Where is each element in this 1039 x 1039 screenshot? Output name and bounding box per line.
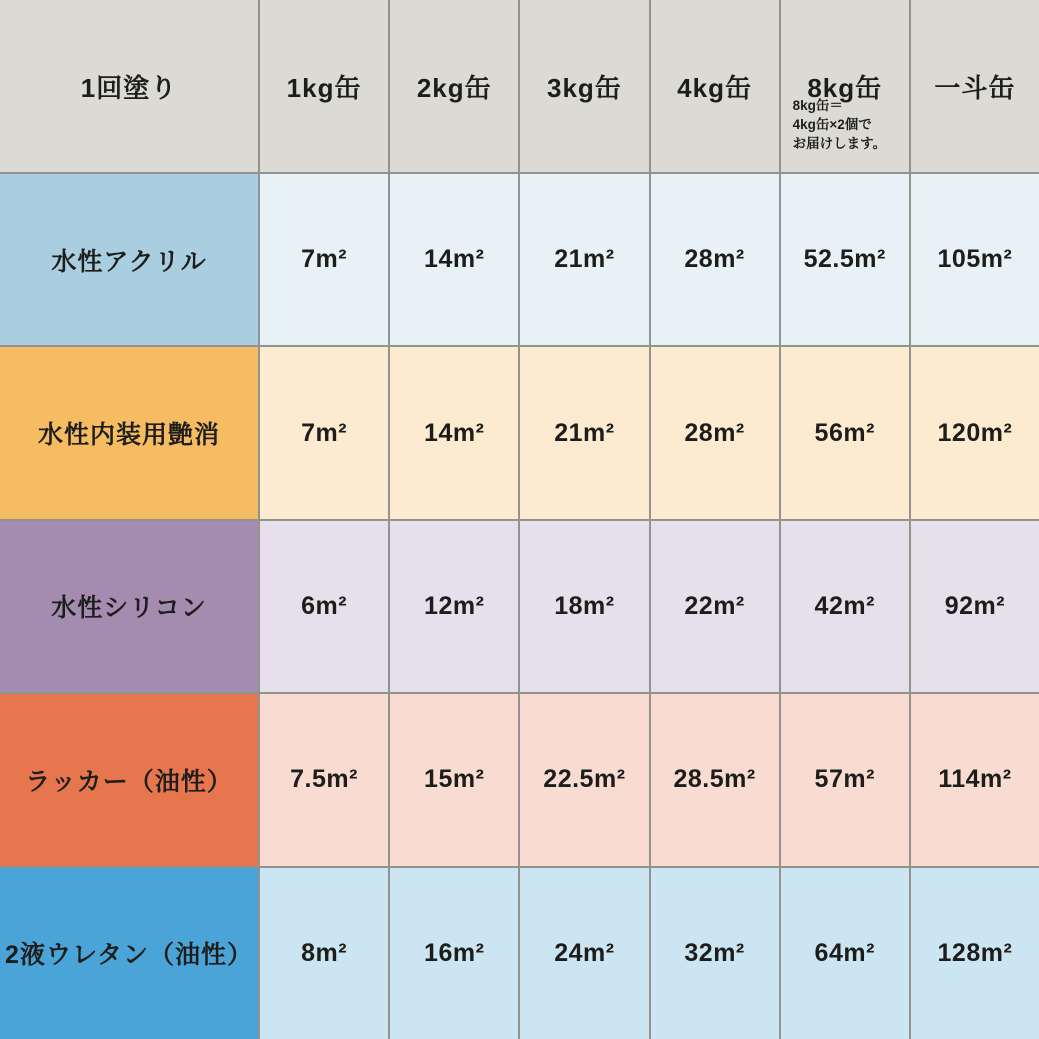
value-number: 57 <box>814 765 844 794</box>
value-number: 7 <box>301 418 316 447</box>
value-unit: m² <box>973 591 1006 620</box>
value-unit: m² <box>854 245 886 274</box>
row-label-text: 水性内装用艶消 <box>37 421 220 450</box>
value-cell <box>781 174 909 345</box>
value-number: 32 <box>684 938 714 967</box>
value-number: 14 <box>424 245 453 274</box>
value-cell <box>520 521 648 692</box>
note-line: 4kg缶×2個で <box>792 117 872 133</box>
value-unit: m² <box>593 765 626 794</box>
value-cell <box>390 347 518 518</box>
value-number: 22 <box>684 591 714 620</box>
col-header-8kg <box>781 0 909 172</box>
value-unit: m² <box>843 418 875 447</box>
value-unit: m² <box>315 938 348 967</box>
value-number: 42 <box>814 591 844 620</box>
value-cell <box>911 521 1039 692</box>
value-number: 24 <box>554 938 584 967</box>
value-cell <box>911 174 1039 345</box>
value-number: 16 <box>424 938 453 967</box>
value-number: 14 <box>424 418 453 447</box>
value-unit: m² <box>315 418 348 447</box>
value-cell <box>390 174 518 345</box>
col-header-2kg <box>390 0 518 172</box>
value-cell <box>390 521 518 692</box>
value-unit: m² <box>452 418 485 447</box>
row-label-water-acrylic <box>0 174 258 345</box>
col-header-label: 4kg缶 <box>677 72 752 103</box>
value-number: 52.5 <box>803 245 855 274</box>
value-number: 28 <box>684 245 714 274</box>
value-cell <box>390 694 518 865</box>
value-cell <box>520 174 648 345</box>
note-line: 8kg缶＝ <box>792 98 843 114</box>
value-cell <box>781 868 909 1039</box>
value-unit: m² <box>583 591 615 620</box>
value-unit: m² <box>583 938 615 967</box>
value-unit: m² <box>843 765 875 794</box>
value-cell <box>651 174 779 345</box>
value-cell <box>651 521 779 692</box>
value-unit: m² <box>452 245 485 274</box>
value-unit: m² <box>713 418 745 447</box>
value-number: 21 <box>554 418 584 447</box>
col-header-label: 1kg缶 <box>286 72 362 103</box>
value-number: 22.5 <box>543 765 594 794</box>
value-unit: m² <box>452 591 485 620</box>
value-cell <box>260 347 388 518</box>
value-unit: m² <box>326 765 358 794</box>
value-number: 6 <box>301 591 316 620</box>
value-unit: m² <box>980 418 1013 447</box>
value-number: 15 <box>424 765 453 794</box>
value-cell <box>651 868 779 1039</box>
row-label-text: 水性シリコン <box>51 594 207 623</box>
value-number: 64 <box>814 938 844 967</box>
value-number: 12 <box>424 591 453 620</box>
value-unit: m² <box>843 938 875 967</box>
value-number: 7.5 <box>290 765 327 794</box>
value-unit: m² <box>583 245 615 274</box>
value-unit: m² <box>713 938 745 967</box>
col-header-itto <box>911 0 1039 172</box>
value-cell <box>260 694 388 865</box>
value-number: 120 <box>937 418 981 447</box>
value-unit: m² <box>724 765 756 794</box>
value-number: 128 <box>937 938 981 967</box>
value-cell <box>651 694 779 865</box>
corner-header-cell <box>0 0 258 172</box>
value-cell <box>260 868 388 1039</box>
value-unit: m² <box>980 245 1013 274</box>
value-cell <box>260 521 388 692</box>
row-label-urethane-oil <box>0 868 258 1039</box>
corner-header-label: 1回塗り <box>80 72 178 103</box>
col-header-label: 一斗缶 <box>934 72 1016 103</box>
row-label-text: 水性アクリル <box>51 247 207 276</box>
value-unit: m² <box>843 591 875 620</box>
value-cell <box>520 868 648 1039</box>
value-cell <box>781 521 909 692</box>
row-label-lacquer-oil <box>0 694 258 865</box>
value-number: 92 <box>944 591 974 620</box>
value-unit: m² <box>980 938 1013 967</box>
value-cell <box>781 694 909 865</box>
value-number: 8 <box>301 938 316 967</box>
value-cell <box>520 694 648 865</box>
value-cell <box>781 347 909 518</box>
col-header-4kg <box>651 0 779 172</box>
value-unit: m² <box>713 245 745 274</box>
note-line: お届けします。 <box>792 136 887 152</box>
value-cell <box>390 868 518 1039</box>
row-label-water-silicone <box>0 521 258 692</box>
value-number: 18 <box>554 591 584 620</box>
value-unit: m² <box>315 245 348 274</box>
col-header-1kg <box>260 0 388 172</box>
value-cell <box>651 347 779 518</box>
col-header-label: 8kg缶 <box>807 72 883 103</box>
value-unit: m² <box>452 938 485 967</box>
value-unit: m² <box>315 591 348 620</box>
value-number: 114 <box>938 765 981 794</box>
value-unit: m² <box>713 591 745 620</box>
value-number: 21 <box>554 245 584 274</box>
value-unit: m² <box>452 765 485 794</box>
col-header-label: 3kg缶 <box>547 72 622 103</box>
note-8kg <box>793 97 886 154</box>
value-number: 28 <box>684 418 714 447</box>
value-cell <box>260 174 388 345</box>
row-label-text: ラッカー（油性） <box>25 767 233 796</box>
col-header-3kg <box>520 0 648 172</box>
value-cell <box>911 868 1039 1039</box>
value-number: 56 <box>814 418 844 447</box>
row-label-text: 2液ウレタン（油性） <box>5 941 253 970</box>
value-cell <box>520 347 648 518</box>
value-unit: m² <box>583 418 615 447</box>
value-unit: m² <box>980 765 1012 794</box>
value-cell <box>911 347 1039 518</box>
value-number: 28.5 <box>673 765 725 794</box>
value-number: 105 <box>937 245 981 274</box>
col-header-label: 2kg缶 <box>416 72 492 103</box>
row-label-water-interior-matte <box>0 347 258 518</box>
value-number: 7 <box>301 245 316 274</box>
value-cell <box>911 694 1039 865</box>
